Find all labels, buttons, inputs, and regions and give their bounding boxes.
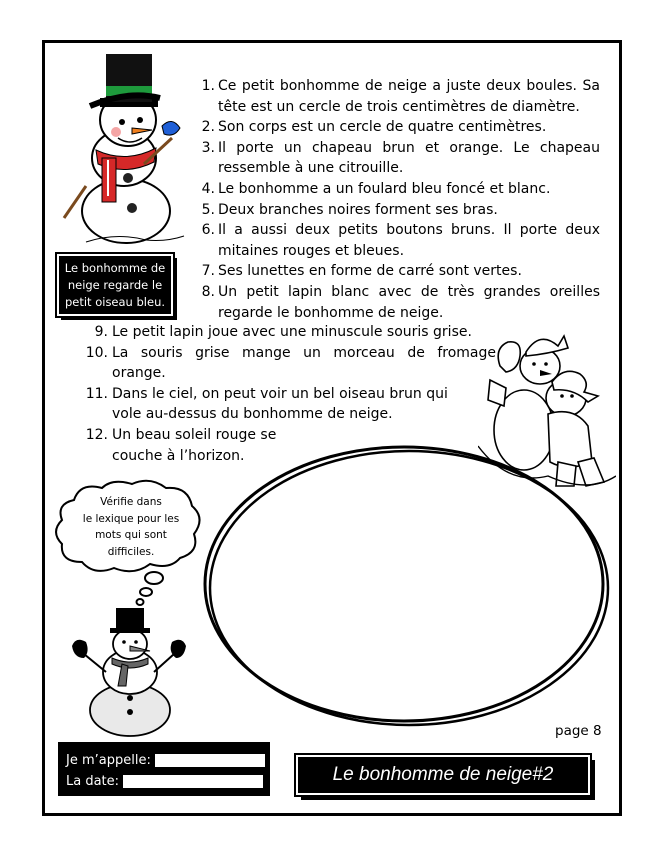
list-item: 2. Son corps est un cercle de quatre centimètres. [201,119,547,136]
name-date-box [58,742,270,796]
date-label: La date: [66,774,120,789]
list-item: 3. Il porte un chapeau brun et orange. Le chapeau ressemble à une citrouille. [201,139,600,177]
name-field[interactable] [155,754,265,767]
snowman-bird-illustration [56,46,190,246]
list-item: 9. Le petit lapin joue avec une minuscule souris grise. [94,324,472,340]
list-item: 8. Un petit lapin blanc avec de très grandes oreilles regarde le bonhomme de neige. [201,283,600,321]
thought-bubble-text: Vérifie dans le lexique pour les mots qui sont difficiles. [82,496,180,558]
list-item: 7. Ses lunettes en forme de carré sont vertes. [201,263,522,280]
list-item: 1. Ce petit bonhomme de neige a juste deux boules. Sa tête est un cercle de trois centimètres de diamètre. [201,78,600,115]
list-item: 11. Dans le ciel, on peut voir un bel oiseau brun qui vole au-dessus du bonhomme de neige. [85,385,448,423]
list-item: 6. Il a aussi deux petits boutons bruns. Il porte deux mitaines rouges et bleues. [201,222,600,259]
list-item: 10. La souris grise mange un morceau de fromage orange. [85,344,496,382]
page-number: page 8 [555,723,602,739]
name-label: Je m’appelle: [66,753,151,768]
name-row [66,753,265,768]
list-item: 12. Un beau soleil rouge se couche à l’horizon. [85,426,277,464]
worksheet-title: Le bonhomme de neige#2 [296,755,590,795]
drawing-area-oval [190,430,622,740]
list-item: 5. Deux branches noires forment ses bras. [201,201,498,218]
date-row [66,774,263,789]
list-item: 4. Le bonhomme a un foulard bleu foncé et blanc. [201,180,551,197]
snowman-illustration [68,606,192,738]
instructions-list [200,76,600,323]
illustration-caption: Le bonhomme de neige regarde le petit oiseau bleu. [57,254,173,316]
date-field[interactable] [123,775,263,788]
